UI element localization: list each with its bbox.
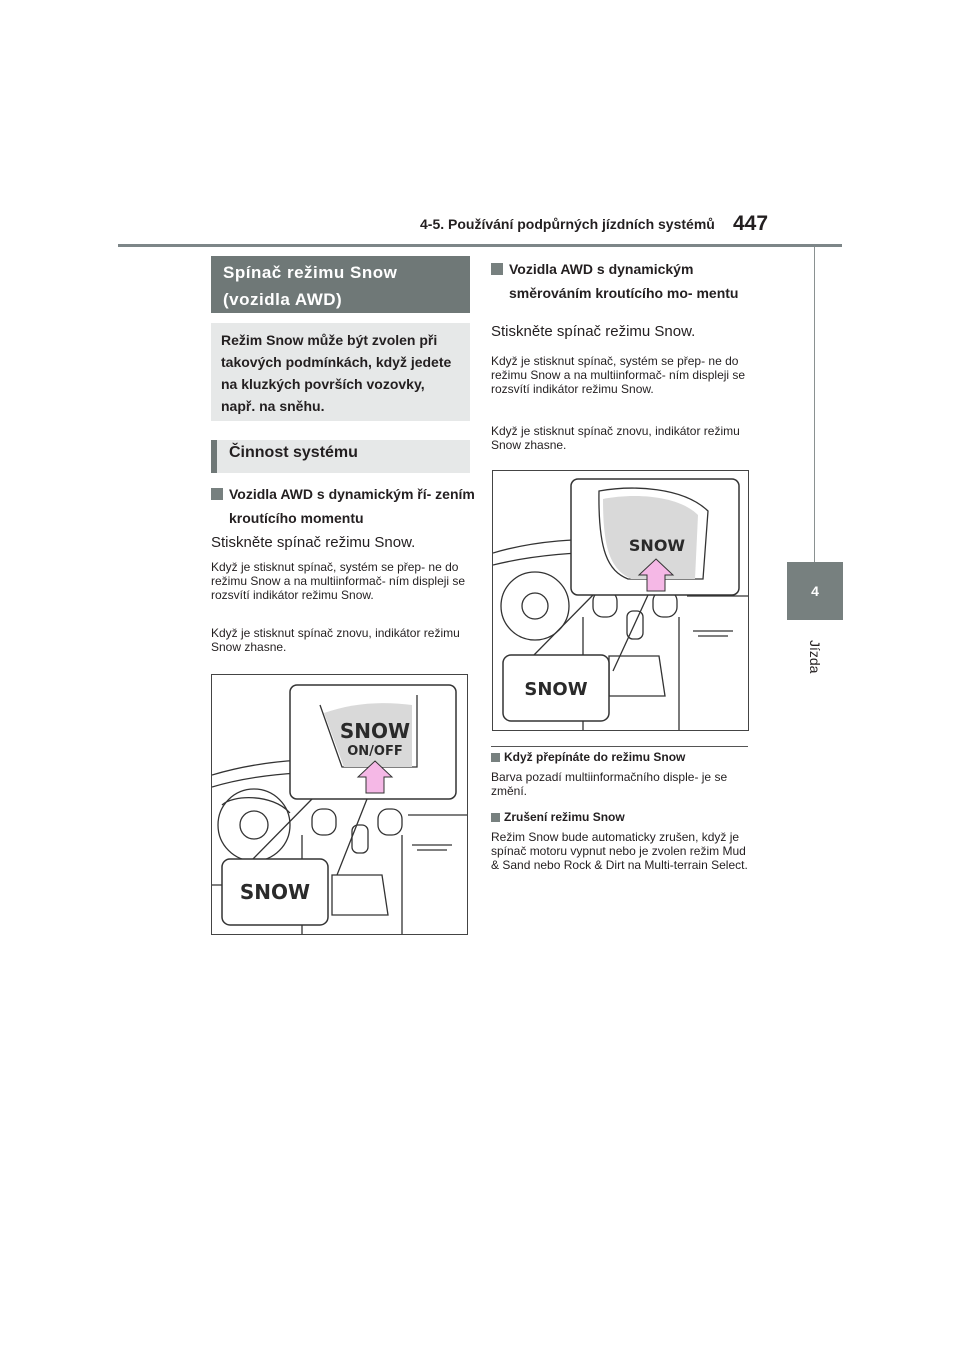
notes-divider <box>491 746 748 747</box>
header-rule <box>118 244 842 247</box>
right-subheading <box>491 257 774 305</box>
figure-snow-switch <box>492 470 749 731</box>
left-subheading-text: Vozidla AWD s dynamickým ří- zením kroutícího momentu <box>229 486 475 526</box>
chapter-label-text: Jízda <box>807 640 823 674</box>
figure-snow-on-off-switch <box>211 674 468 935</box>
operation-title: Činnost systému <box>211 440 470 473</box>
right-subheading-text: Vozidla AWD s dynamickým směrováním kroutícího mo- mentu <box>509 261 739 301</box>
left-paragraph-1: Když je stisknut spínač, systém se přep- ne do režimu Snow a na multiinformač- ním displeji se rozsvítí indikátor režimu Snow. <box>211 560 466 602</box>
chapter-label <box>785 640 845 680</box>
snow-button-label: SNOW <box>628 536 686 555</box>
left-paragraph-2: Když je stisknut spínač znovu, indikátor režimu Snow zhasne. <box>211 626 460 654</box>
right-lead: Stiskněte spínač režimu Snow. <box>491 323 696 340</box>
intro-box: Režim Snow může být zvolen při takových podmínkách, když jedete na kluzkých površích vozovky, např. na sněhu. <box>211 323 470 421</box>
note-1-body: Barva pozadí multiinformačního disple- je se změní. <box>491 770 728 798</box>
left-lead: Stiskněte spínač režimu Snow. <box>211 534 416 551</box>
right-paragraph-1: Když je stisknut spínač, systém se přep- ne do režimu Snow a na multiinformač- ním displeji se rozsvítí indikátor režimu Snow. <box>491 354 746 396</box>
left-subheading <box>211 482 491 530</box>
running-header: 4-5. Používání podpůrných jízdních systémů <box>420 216 715 232</box>
chapter-tab: 4 <box>787 562 843 620</box>
square-bullet-icon <box>491 263 503 275</box>
note-1-heading <box>491 750 756 764</box>
dashboard-illustration <box>212 675 468 935</box>
note-2-title: Zrušení režimu Snow <box>504 810 625 824</box>
square-bullet-icon <box>211 488 223 500</box>
snow-indicator-label: SNOW <box>524 679 588 700</box>
right-paragraph-2: Když je stisknut spínač znovu, indikátor režimu Snow zhasne. <box>491 424 740 452</box>
dashboard-illustration <box>493 471 749 731</box>
page-number: 447 <box>733 212 769 235</box>
snow-onoff-button-label-line2: ON/OFF <box>347 744 403 759</box>
side-tab-line <box>814 247 815 562</box>
note-1-title: Když přepínáte do režimu Snow <box>504 750 686 764</box>
snow-onoff-button-label-line1: SNOW <box>339 719 411 743</box>
square-bullet-icon <box>491 813 500 822</box>
section-title: Spínač režimu Snow (vozidla AWD) <box>211 256 470 313</box>
snow-indicator-label: SNOW <box>239 880 311 904</box>
note-2-heading <box>491 810 756 824</box>
note-2-body: Režim Snow bude automaticky zrušen, když je spínač motoru vypnut nebo je zvolen režim Mud & Sand nebo Rock & Dirt na Multi-terrain Select. <box>491 830 748 872</box>
square-bullet-icon <box>491 753 500 762</box>
